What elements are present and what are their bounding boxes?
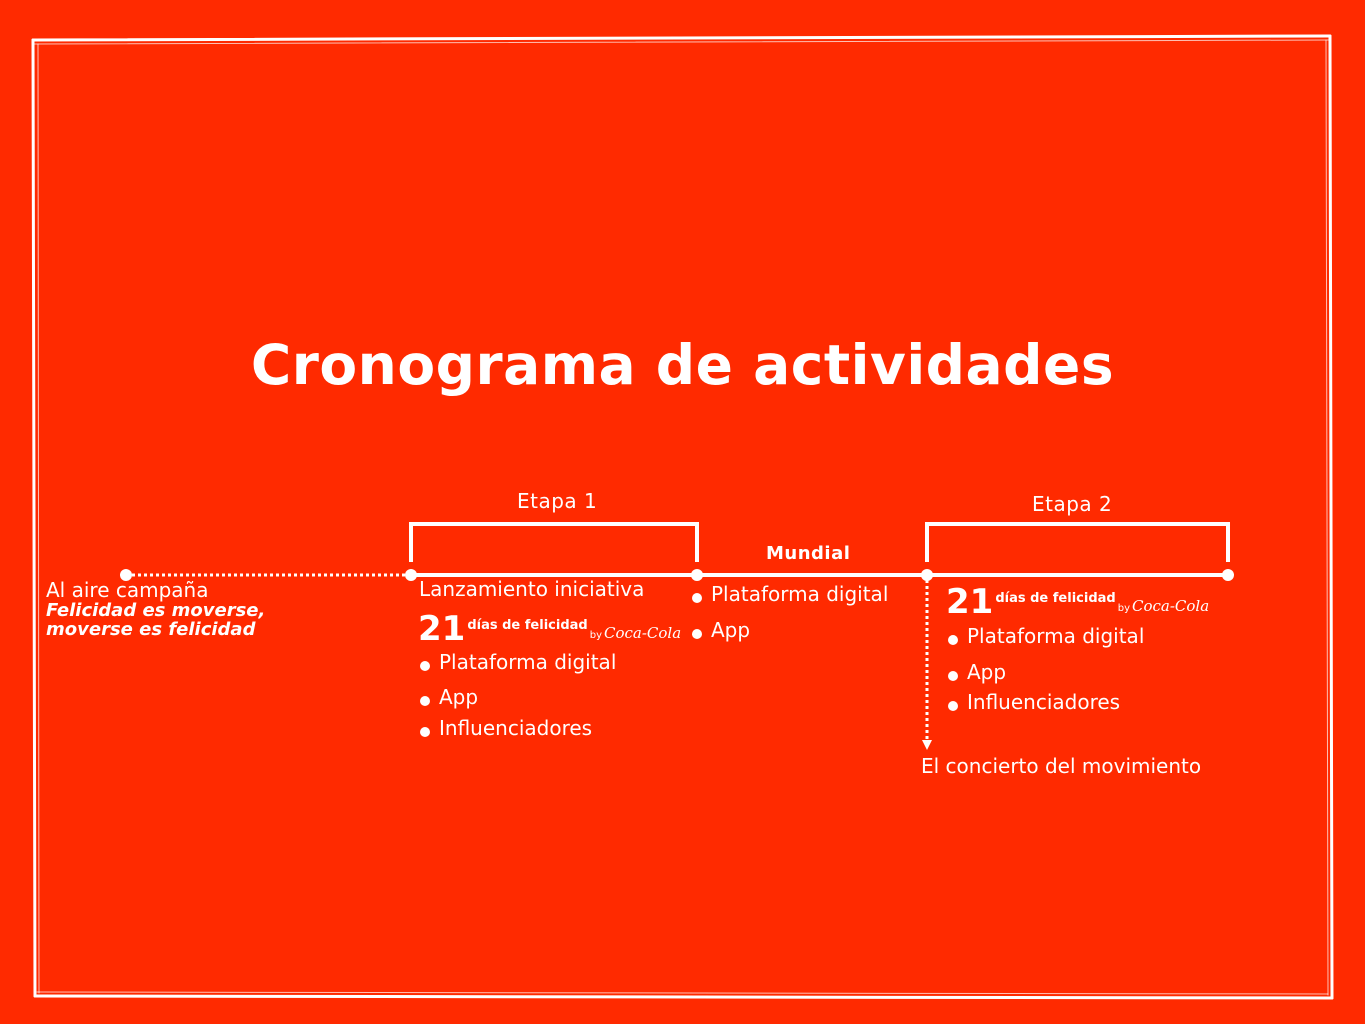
bullet-icon bbox=[692, 629, 702, 639]
stage2-bracket bbox=[927, 524, 1228, 562]
milestone-dot bbox=[405, 569, 417, 581]
hand-drawn-frame bbox=[33, 36, 1332, 998]
list-item: Plataforma digital bbox=[420, 650, 616, 674]
list-item: Plataforma digital bbox=[692, 582, 888, 606]
milestone1-heading: Lanzamiento iniciativa bbox=[419, 577, 645, 601]
bullet-icon bbox=[948, 635, 958, 645]
bullet-icon bbox=[420, 727, 430, 737]
stage1-bracket bbox=[411, 524, 697, 562]
list-item: App bbox=[692, 618, 750, 642]
bullet-icon bbox=[420, 661, 430, 671]
mundial-label: Mundial bbox=[766, 543, 851, 564]
list-item: Plataforma digital bbox=[948, 624, 1144, 648]
badge-by: by bbox=[1117, 603, 1130, 614]
list-item: Influenciadores bbox=[948, 690, 1120, 714]
badge-text: días de felicidad bbox=[467, 618, 588, 633]
stage2-label: Etapa 2 bbox=[1032, 492, 1113, 516]
stage1-label: Etapa 1 bbox=[517, 489, 598, 513]
arrow-down-icon bbox=[922, 740, 932, 750]
bullet-icon bbox=[420, 696, 430, 706]
milestone-dot bbox=[921, 569, 933, 581]
event-label: El concierto del movimiento bbox=[921, 754, 1202, 778]
milestone-dot bbox=[691, 569, 703, 581]
badge-number: 21 bbox=[418, 609, 466, 649]
coca-cola-logo: Coca-Cola bbox=[1131, 597, 1210, 615]
badge-number: 21 bbox=[946, 582, 994, 622]
badge-text: días de felicidad bbox=[995, 591, 1116, 606]
milestone-dot bbox=[1222, 569, 1234, 581]
list-item: App bbox=[948, 660, 1006, 684]
milestone0-line3: moverse es felicidad bbox=[46, 619, 256, 640]
coca-cola-logo: Coca-Cola bbox=[603, 624, 682, 642]
campaign-badge bbox=[946, 582, 1210, 622]
milestone0-line2: Felicidad es moverse, bbox=[46, 600, 266, 621]
milestone0-line1: Al aire campaña bbox=[46, 578, 209, 602]
campaign-badge bbox=[418, 609, 682, 649]
page-title: Cronograma de actividades bbox=[250, 333, 1115, 397]
list-item: Influenciadores bbox=[420, 716, 592, 740]
bullet-icon bbox=[948, 671, 958, 681]
badge-by: by bbox=[589, 630, 602, 641]
bullet-icon bbox=[948, 701, 958, 711]
list-item: App bbox=[420, 685, 478, 709]
bullet-icon bbox=[692, 593, 702, 603]
